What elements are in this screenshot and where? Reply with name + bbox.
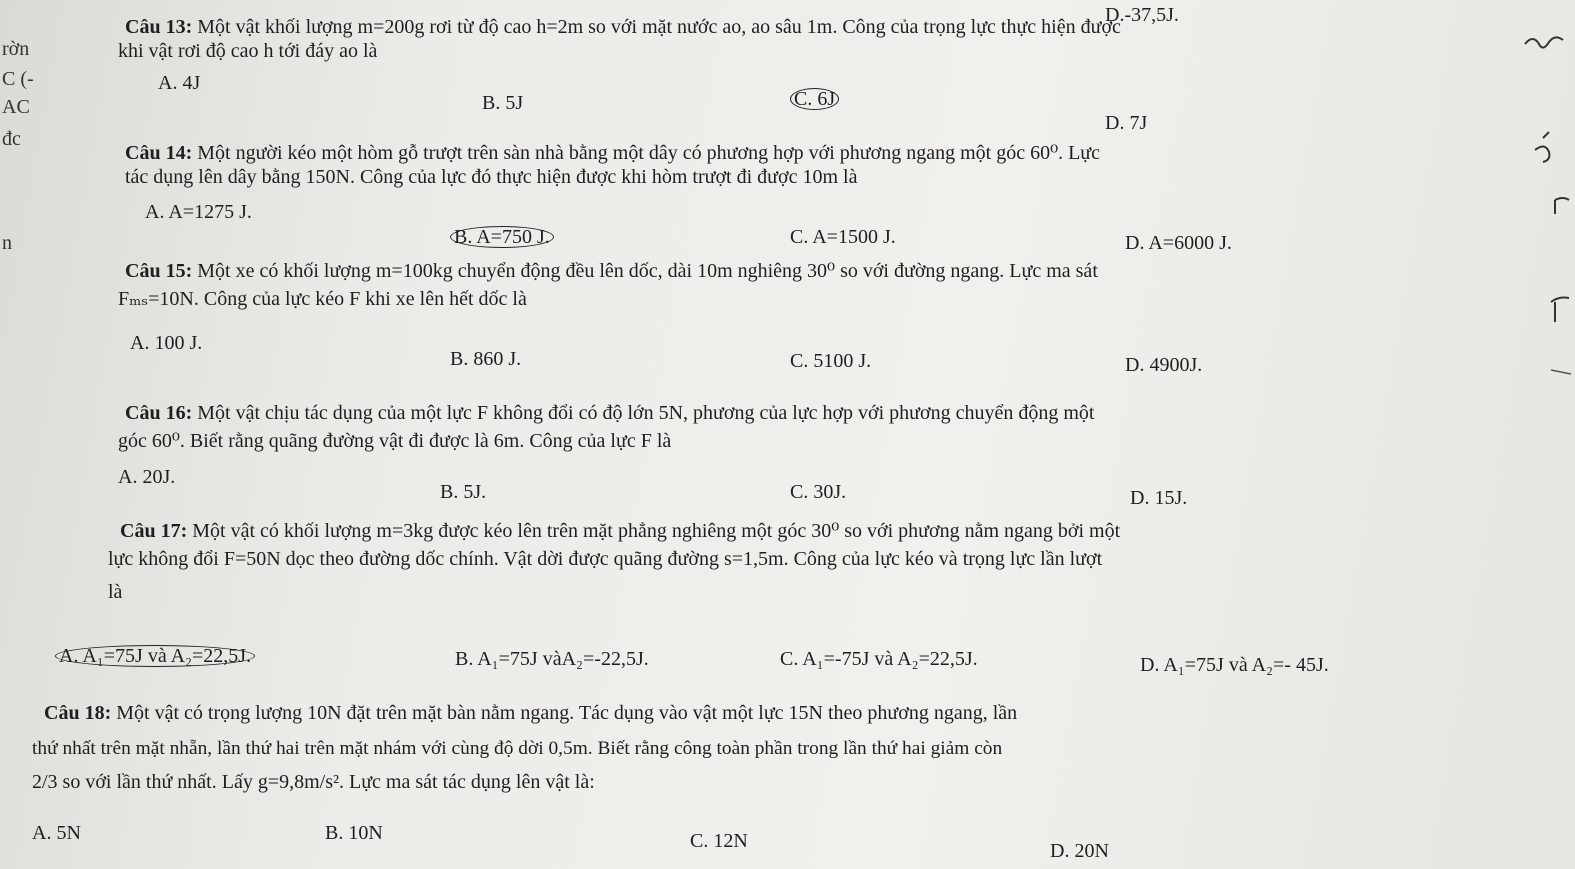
question-13-option-c xyxy=(790,88,839,111)
question-17-option-a-circled: A. A₁=75J và A₂=22,5J. xyxy=(55,645,255,667)
question-16-option-a: A. 20J. xyxy=(118,466,176,488)
question-13-option-d: D. 7J xyxy=(1105,112,1148,134)
margin-fragment: C (- xyxy=(2,68,34,90)
question-17-text-1: Một vật có khối lượng m=3kg được kéo lên trên mặt phẳng nghiêng một góc 30⁰ so với phương nằm ngang bởi một xyxy=(192,520,1121,542)
question-14-option-d: D. A=6000 J. xyxy=(1125,232,1232,254)
question-16-option-b: B. 5J. xyxy=(440,481,487,503)
question-14-option-a: A. A=1275 J. xyxy=(145,201,252,223)
question-13-line-2: khi vật rơi độ cao h tới đáy ao là xyxy=(118,40,378,62)
question-18-option-d: D. 20N xyxy=(1050,840,1109,862)
question-15-option-d: D. 4900J. xyxy=(1125,354,1203,376)
question-13-option-b: B. 5J xyxy=(482,92,524,114)
question-17-option-d: D. A₁=75J và A₂=- 45J. xyxy=(1140,654,1329,676)
question-15-option-b: B. 860 J. xyxy=(450,348,522,370)
question-16-option-c: C. 30J. xyxy=(790,481,847,503)
question-15-option-c: C. 5100 J. xyxy=(790,350,872,372)
question-17-line-1 xyxy=(120,518,1120,543)
margin-fragment: rờn xyxy=(2,38,30,60)
question-17-line-3: là xyxy=(108,581,123,603)
question-17-label: Câu 17: xyxy=(120,520,188,542)
question-17-option-b: B. A₁=75J vàA₂=-22,5J. xyxy=(455,648,649,670)
question-16-line-1 xyxy=(125,402,1094,425)
question-16-label: Câu 16: xyxy=(125,402,193,424)
question-13-label: Câu 13: xyxy=(125,16,193,38)
question-18-line-2: thứ nhất trên mặt nhẵn, lần thứ hai trên mặt nhám với cùng độ dời 0,5m. Biết rằng công toàn phần trong lần thứ hai giảm còn xyxy=(32,738,1003,759)
question-17-option-c: C. A₁=-75J và A₂=22,5J. xyxy=(780,648,978,670)
margin-fragment: n xyxy=(2,232,12,254)
question-15-line-2: Fₘₛ=10N. Công của lực kéo F khi xe lên hết dốc là xyxy=(118,288,527,310)
question-16-option-d: D. 15J. xyxy=(1130,487,1188,509)
question-17-line-2: lực không đổi F=50N dọc theo đường dốc chính. Vật dời được quãng đường s=1,5m. Công của lực kéo và trọng lực lần lượt xyxy=(108,548,1103,570)
question-14-text-1: Một người kéo một hòm gỗ trượt trên sàn nhà bằng một dây có phương hợp với phương ngang một góc 60⁰. Lực xyxy=(197,142,1101,164)
question-13-option-a: A. 4J xyxy=(158,72,201,94)
question-15-label: Câu 15: xyxy=(125,260,193,282)
question-13-option-c-circled: C. 6J xyxy=(790,88,839,110)
question-14-label: Câu 14: xyxy=(125,142,193,164)
question-14-option-b-circled: B. A=750 J. xyxy=(450,226,554,248)
question-18-option-a: A. 5N xyxy=(32,822,81,844)
question-15-option-a: A. 100 J. xyxy=(130,332,203,354)
question-15-line-1 xyxy=(125,258,1098,283)
question-13-line-1 xyxy=(125,16,1121,39)
question-18-option-b: B. 10N xyxy=(325,822,383,844)
question-14-line-1 xyxy=(125,140,1100,165)
question-17-option-a xyxy=(55,645,255,668)
question-18-option-c: C. 12N xyxy=(690,830,748,852)
question-18-line-1 xyxy=(44,702,1017,725)
question-14-line-2: tác dụng lên dây bằng 150N. Công của lực đó thực hiện được khi hòm trượt đi được 10m là xyxy=(125,166,858,188)
question-16-line-2: góc 60⁰. Biết rằng quãng đường vật đi được là 6m. Công của lực F là xyxy=(118,430,672,452)
question-14-option-c: C. A=1500 J. xyxy=(790,226,896,248)
question-14-option-b xyxy=(450,226,554,249)
question-16-text-1: Một vật chịu tác dụng của một lực F không đổi có độ lớn 5N, phương của lực hợp với phương chuyển động một xyxy=(197,402,1095,424)
question-15-text-1: Một xe có khối lượng m=100kg chuyển động đều lên dốc, dài 10m nghiêng 30⁰ so với đường ngang. Lực ma sát xyxy=(197,260,1098,282)
top-right-answer: D.-37,5J. xyxy=(1105,4,1179,26)
question-18-line-3: 2/3 so với lần thứ nhất. Lấy g=9,8m/s². Lực ma sát tác dụng lên vật là: xyxy=(32,771,595,793)
question-18-text-1: Một vật có trọng lượng 10N đặt trên mặt bàn nằm ngang. Tác dụng vào vật một lực 15N theo phương ngang, lần xyxy=(116,702,1018,724)
question-18-label: Câu 18: xyxy=(44,702,112,724)
question-13-text-1: Một vật khối lượng m=200g rơi từ độ cao h=2m so với mặt nước ao, ao sâu 1m. Công của trọng lực thực hiện được xyxy=(197,16,1121,38)
handwriting-scribbles xyxy=(1505,20,1575,440)
margin-fragment: đc xyxy=(2,128,21,150)
margin-fragment: AC xyxy=(2,96,30,118)
